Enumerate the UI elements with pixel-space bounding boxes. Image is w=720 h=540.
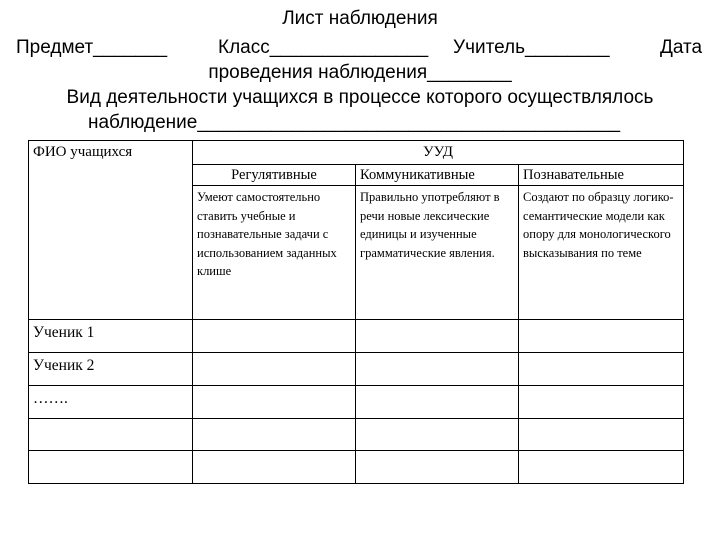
communicative-header: Коммуникативные — [356, 165, 519, 186]
teacher-field-label: Учитель________ — [453, 37, 610, 58]
uud-group-header: УУД — [193, 141, 684, 165]
cognitive-cell — [519, 353, 684, 386]
student-row — [29, 419, 684, 451]
date-field-label-cont: проведения наблюдения________ — [208, 62, 512, 83]
activity-field-label-cont: наблюдение________________________________________ — [88, 112, 621, 133]
communicative-cell — [356, 419, 519, 451]
regulative-cell — [193, 419, 356, 451]
date-field-label: Дата — [660, 37, 703, 58]
regulative-header: Регулятивные — [193, 165, 356, 186]
subject-field-label: Предмет_______ — [16, 37, 168, 58]
regulative-cell — [193, 451, 356, 484]
student-row — [29, 451, 684, 484]
student-name-cell: ……. — [29, 386, 193, 419]
cognitive-header: Познавательные — [519, 165, 684, 186]
student-row — [29, 320, 684, 353]
cognitive-description: Создают по образцу логико-семантические модели как опору для монологического высказывания по теме — [519, 186, 684, 320]
regulative-description: Умеют самостоятельно ставить учебные и познавательные задачи с использованием заданных клише — [193, 186, 356, 320]
class-field-label: Класс_______________ — [218, 37, 429, 58]
communicative-description: Правильно употребляют в речи новые лексические единицы и изученные грамматические явления. — [356, 186, 519, 320]
cognitive-cell — [519, 419, 684, 451]
cognitive-cell — [519, 451, 684, 484]
student-row — [29, 353, 684, 386]
observation-table — [28, 140, 684, 484]
regulative-cell — [193, 386, 356, 419]
activity-field-label: Вид деятельности учащихся в процессе которого осуществлялось — [66, 87, 654, 108]
student-row — [29, 386, 684, 419]
cognitive-cell — [519, 320, 684, 353]
student-name-cell — [29, 451, 193, 484]
student-name-cell: Ученик 2 — [29, 353, 193, 386]
regulative-cell — [193, 320, 356, 353]
communicative-cell — [356, 451, 519, 484]
student-name-cell: Ученик 1 — [29, 320, 193, 353]
cognitive-cell — [519, 386, 684, 419]
communicative-cell — [356, 320, 519, 353]
students-column-header: ФИО учащихся — [29, 141, 193, 320]
student-name-cell — [29, 419, 193, 451]
sheet-title: Лист наблюдения — [282, 8, 438, 29]
communicative-cell — [356, 386, 519, 419]
communicative-cell — [356, 353, 519, 386]
regulative-cell — [193, 353, 356, 386]
